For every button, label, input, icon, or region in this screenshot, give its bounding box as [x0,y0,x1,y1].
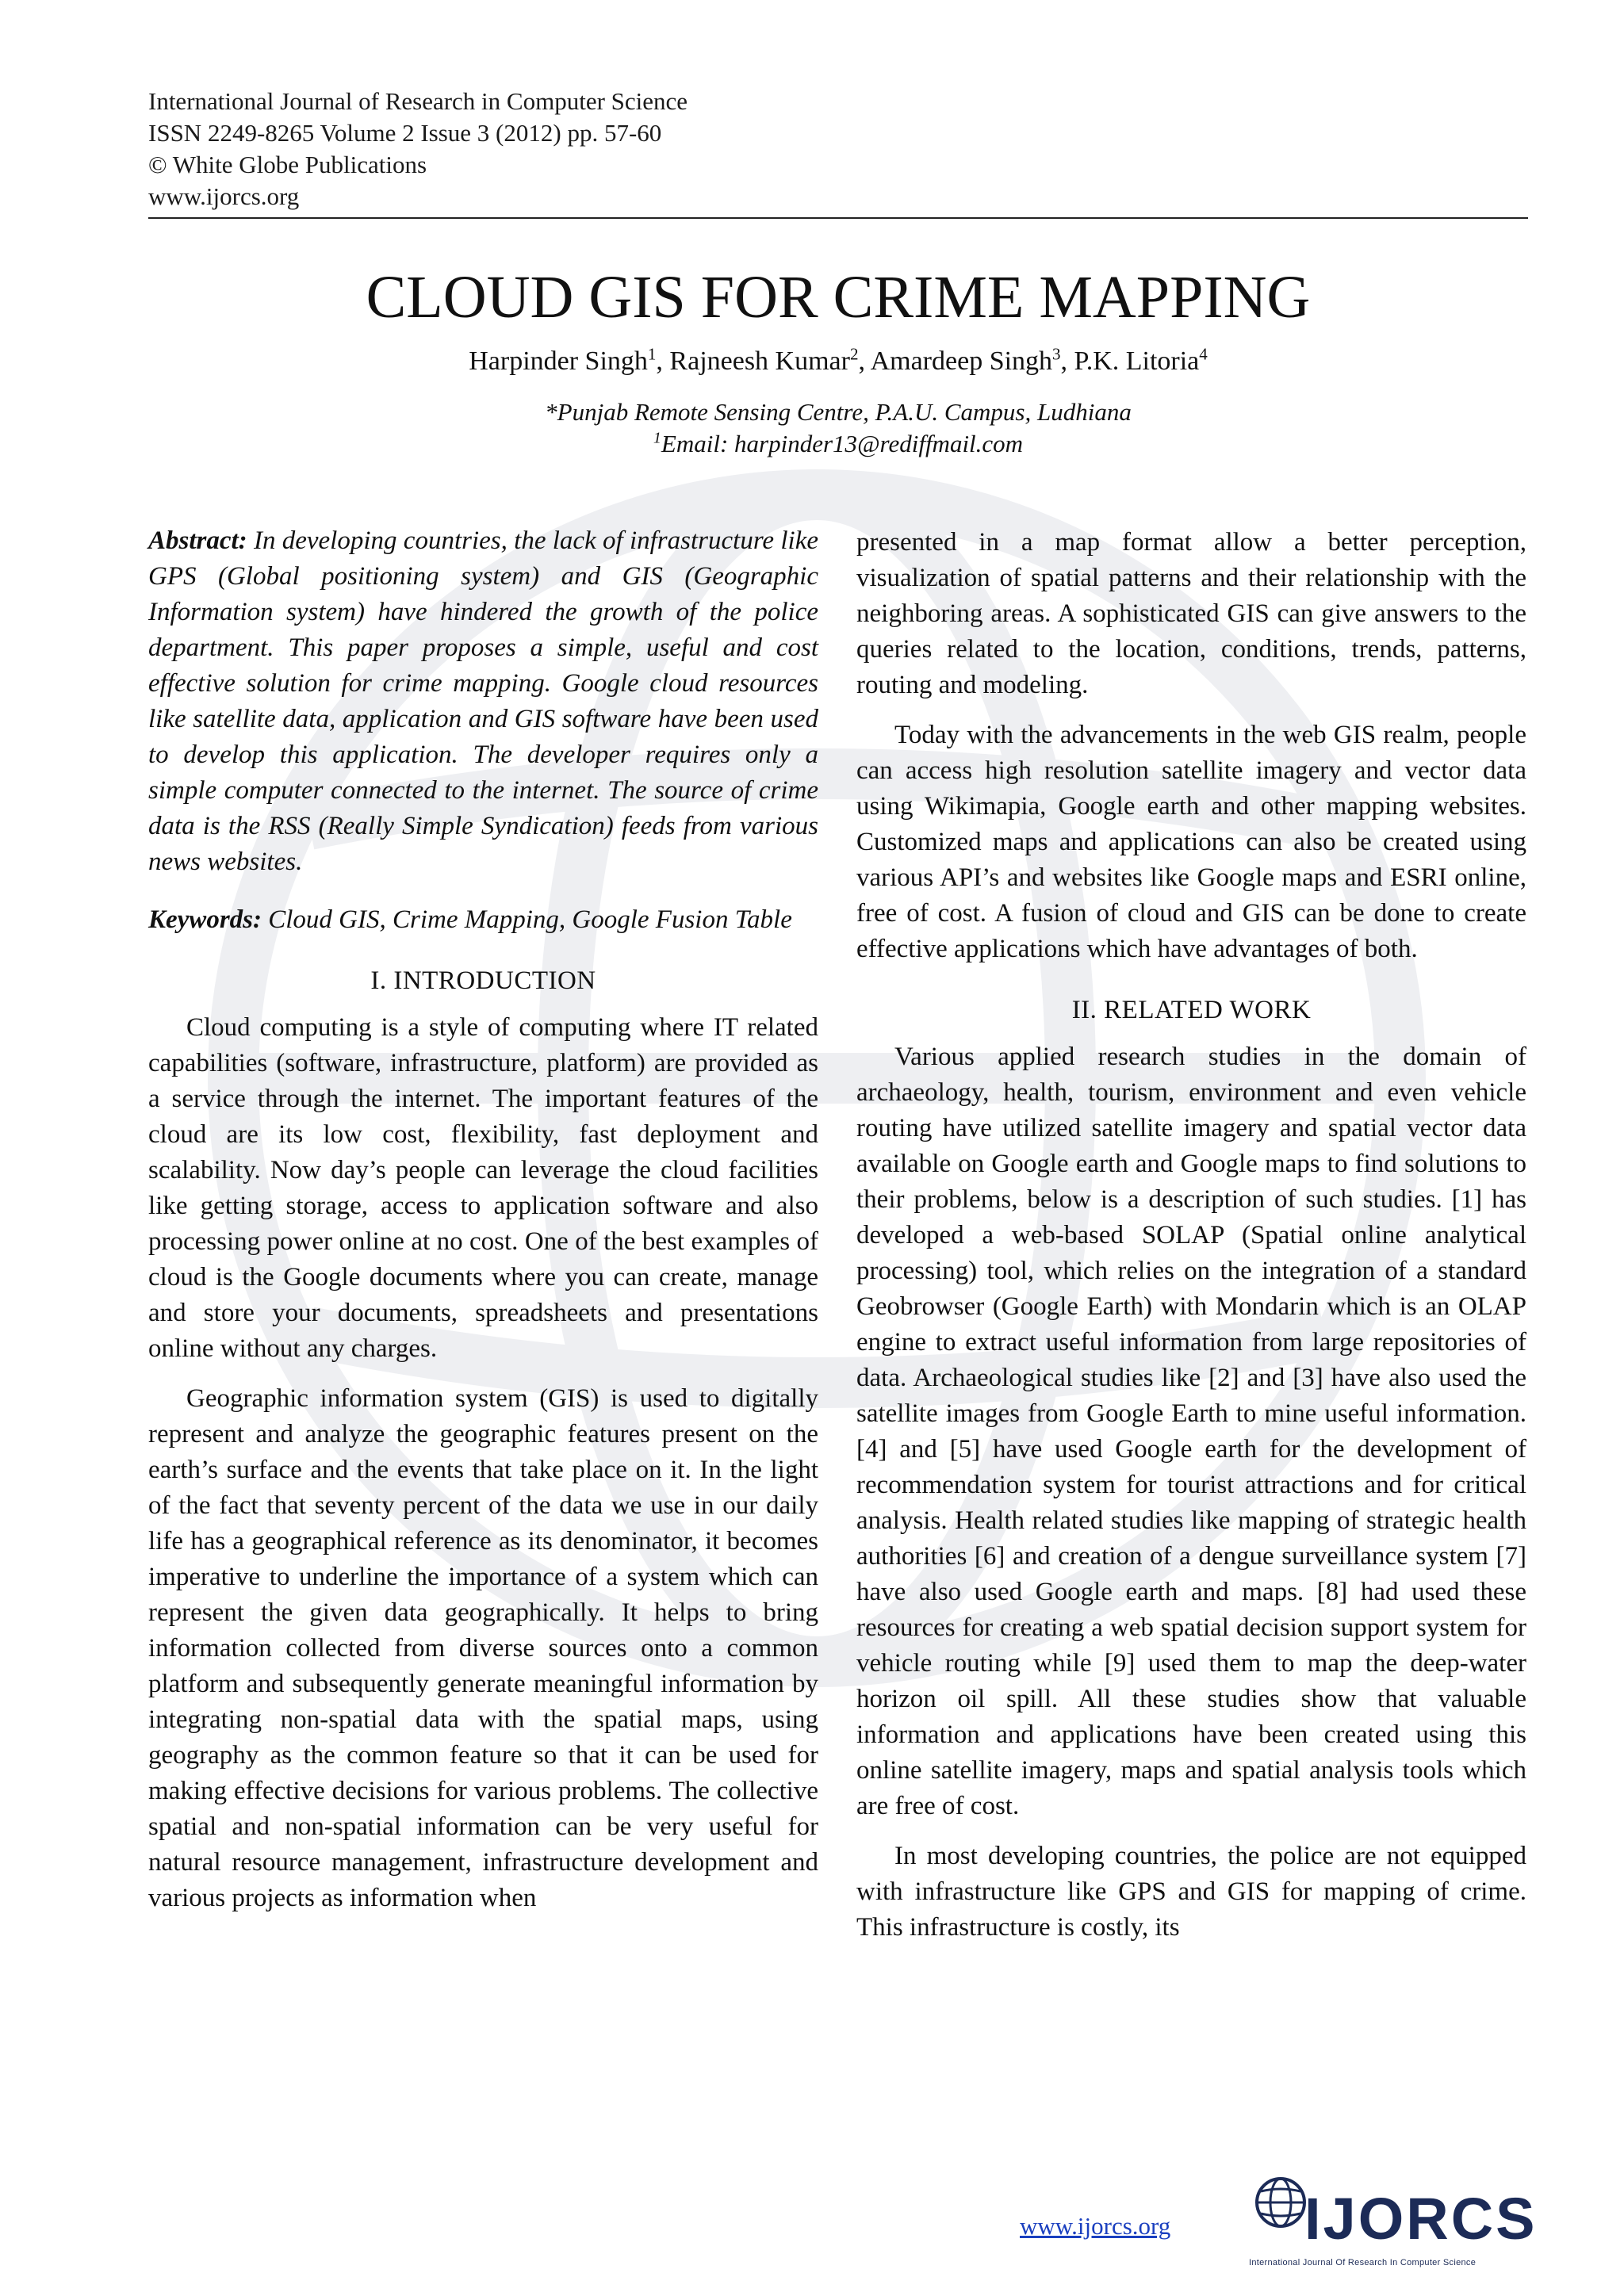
affiliation: *Punjab Remote Sensing Centre, P.A.U. Campus, Ludhiana [545,398,1132,426]
footer-website-link[interactable]: www.ijorcs.org [1020,2212,1171,2240]
author-email: $^1$Email: harpinder13@rediffmail.com [653,429,1024,457]
journal-name: International Journal of Research in Computer Science [148,87,688,115]
header-divider [148,217,1528,219]
section-heading-introduction: I. INTRODUCTION [370,966,596,995]
abstract-text: In developing countries, the lack of infrastructure like GPS (Global positioning system) and GIS (Geographic Information system) have hindered the growth of the police department. This paper proposes a simple, useful and cost effective solution for crime mapping. Google cloud resources like satellite data, application and GIS software have been used to develop this application. The developer requires only a simple computer connected to the internet. The source of crime data is the RSS (Really Simple Syndication) feeds from various news websites. [148,526,819,876]
abstract [148,523,818,880]
author-name: P.K. Litoria [1074,346,1200,376]
journal-header [148,86,1528,212]
author-name: Rajneesh Kumar [669,346,850,376]
paragraph: Cloud computing is a style of computing where IT related capabilities (software, infrastructure, platform) are provided as a service through the internet. The important features of the cloud are its low cost, flexibility, fast deployment and scalability. Now day’s people can leverage the cloud facilities like getting storage, access to application software and also processing power online at no cost. One of the best examples of cloud is the Google documents where you can create, manage and store your documents, spreadsheets and presentations online without any charges. [148,1013,818,1363]
journal-publisher: © White Globe Publications [148,151,427,178]
logo-text: IJORCS [1304,2186,1538,2252]
section-heading-related-work: II. RELATED WORK [1071,996,1312,1024]
author-name: Amardeep Singh [870,346,1053,376]
author-affiliation-mark: 1 [647,344,657,364]
journal-issn: ISSN 2249-8265 Volume 2 Issue 3 (2012) pp. 57-60 [148,119,662,147]
paragraph: presented in a map format allow a better perception, visualization of spatial patterns and their relationship with the neighboring areas. A sophisticated GIS can give answers to the queries related to the location, conditions, trends, patterns, routing and modeling. [856,528,1526,699]
paragraph: Various applied research studies in the domain of archaeology, health, tourism, environment and even vehicle routing have utilized satellite imagery and spatial vector data available on Google earth and Google maps to find solutions to their problems, below is a description of such studies. [1] has developed a web-based SOLAP (Spatial online analytical processing) tool, which relies on the integration of a standard Geobrowser (Google Earth) with Mondarin which is an OLAP engine to extract useful information from large repositories of data. Archaeological studies like [2] and [3] have also used the satellite images from Google Earth to mine useful information. [4] and [5] have used Google earth for the development of recommendation system for tourist attractions and for critical analysis. Health related studies like mapping of strategic health authorities [6] and creation of a dengue surveillance system [7] have also used Google earth and maps. [8] had used these resources for creating a web spatial decision support system for vehicle routing while [9] used them to map the deep-water horizon oil spill. All these studies show that valuable information and applications have been created using this online satellite imagery, maps and spatial analysis tools which are free of cost. [856,1043,1526,1820]
left-column [148,523,818,1916]
keywords-label: Keywords: [148,905,262,934]
abstract-label: Abstract: [148,526,247,555]
keywords-text: Cloud GIS, Crime Mapping, Google Fusion Table [268,905,792,934]
paper-title: CLOUD GIS FOR CRIME MAPPING [366,264,1311,331]
affiliation-block [148,396,1528,460]
author-list: Harpinder Singh$^1$, Rajneesh Kumar$^2$, Amardeep Singh$^3$, P.K. Litoria$^4$ [469,344,1208,376]
paragraph: Today with the advancements in the web GIS realm, people can access high resolution satellite imagery and vector data using Wikimapia, Google earth and other mapping websites. Customized maps and applications can also be created using various API’s and websites like Google maps and ESRI online, free of cost. A fusion of cloud and GIS can be done to create effective applications which have advantages of both. [856,721,1526,963]
author-name: Harpinder Singh [469,346,648,376]
paragraph: Geographic information system (GIS) is used to digitally represent and analyze the geographic features present on the earth’s surface and the events that take place on it. In the light of the fact that seventy percent of the data we use in our daily life has a geographical reference as its denominator, it becomes imperative to underline the importance of a system which can represent the given data geographically. It helps to bring information collected from diverse sources onto a common platform and subsequently generate meaningful information by integrating non-spatial data with the spatial maps, using geography as the common feature so that it can be used for making effective decisions for various problems. The collective spatial and non-spatial information can be very useful for natural resource management, infrastructure development and various projects as information when [148,1384,818,1912]
right-column [856,525,1526,1946]
author-affiliation-mark: 2 [849,344,859,364]
logo-tagline: International Journal Of Research In Computer Science [1249,2258,1477,2267]
author-affiliation-mark: 3 [1052,344,1061,364]
paragraph: In most developing countries, the police are not equipped with infrastructure like GPS and GIS for mapping of crime. This infrastructure is costly, its [856,1842,1526,1942]
keywords [148,902,818,938]
journal-website: www.ijorcs.org [148,182,300,210]
author-affiliation-mark: 4 [1199,344,1208,364]
